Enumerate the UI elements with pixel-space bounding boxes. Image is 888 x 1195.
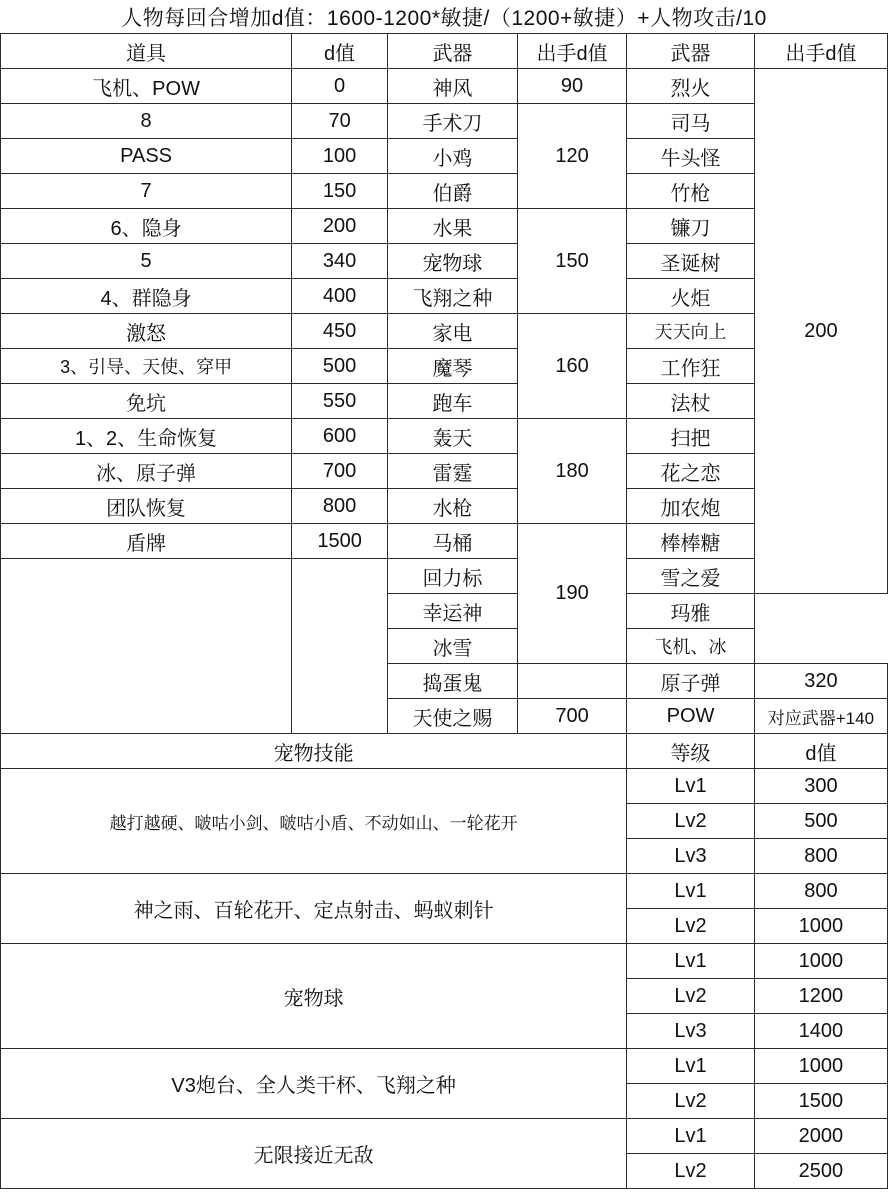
header-dvalue: d值: [292, 34, 388, 69]
weapon-left-shot: 180: [517, 419, 626, 524]
pet-level: Lv1: [627, 1049, 755, 1084]
pet-level: Lv1: [627, 769, 755, 804]
pet-dvalue: 1000: [754, 909, 887, 944]
pet-level: Lv1: [627, 944, 755, 979]
weapon-left-shot-empty: [517, 664, 626, 699]
pet-row: [1, 944, 888, 979]
weapon-left-name: 宠物球: [388, 244, 518, 279]
weapon-right-name: 花之恋: [627, 454, 755, 489]
weapon-right-name: 棒棒糖: [627, 524, 755, 559]
pet-skill-name: 宠物球: [1, 944, 627, 1049]
pet-level: Lv3: [627, 1014, 755, 1049]
pet-level: Lv1: [627, 874, 755, 909]
item-dvalue: 340: [292, 244, 388, 279]
weapon-right-name: 扫把: [627, 419, 755, 454]
weapon-right-name: 玛雅: [627, 594, 755, 629]
weapon-left-name: 家电: [388, 314, 518, 349]
pet-dvalue: 2500: [754, 1154, 887, 1189]
weapon-left-shot: 90: [517, 69, 626, 104]
weapon-left-name: 水枪: [388, 489, 518, 524]
weapon-right-shot: 对应武器+140: [754, 699, 887, 734]
weapon-left-name: 跑车: [388, 384, 518, 419]
weapon-right-name: 司马: [627, 104, 755, 139]
item-name: 5: [1, 244, 292, 279]
pet-header-skill: 宠物技能: [1, 734, 627, 769]
weapon-right-shot: 200: [754, 69, 887, 594]
pet-level: Lv2: [627, 909, 755, 944]
pet-dvalue: 1400: [754, 1014, 887, 1049]
weapon-right-name: 烈火: [627, 69, 755, 104]
weapon-left-name: 小鸡: [388, 139, 518, 174]
weapon-left-name: 马桶: [388, 524, 518, 559]
item-name: 8: [1, 104, 292, 139]
pet-skill-name: 神之雨、百轮花开、定点射击、蚂蚁刺针: [1, 874, 627, 944]
weapon-right-name: 飞机、冰: [627, 629, 755, 664]
weapon-right-name: 圣诞树: [627, 244, 755, 279]
item-dvalue: 1500: [292, 524, 388, 559]
pet-dvalue: 2000: [754, 1119, 887, 1154]
weapon-right-name: 天天向上: [627, 314, 755, 349]
weapon-left-name: 天使之赐: [388, 699, 518, 734]
pet-dvalue: 1500: [754, 1084, 887, 1119]
pet-header-row: [1, 734, 888, 769]
weapon-left-shot: 190: [517, 524, 626, 664]
item-name: 免坑: [1, 384, 292, 419]
weapon-left-name: 幸运神: [388, 594, 518, 629]
item-dvalue: 100: [292, 139, 388, 174]
weapon-right-shot: 320: [754, 664, 887, 699]
item-dvalue: 550: [292, 384, 388, 419]
pet-dvalue: 1000: [754, 944, 887, 979]
weapon-right-name: 工作狂: [627, 349, 755, 384]
item-dvalue: 400: [292, 279, 388, 314]
pet-skill-name: 越打越硬、啵咕小剑、啵咕小盾、不动如山、一轮花开: [1, 769, 627, 874]
empty-cell: [292, 559, 388, 734]
weapon-right-name: 雪之爱: [627, 559, 755, 594]
weapon-right-name: 法杖: [627, 384, 755, 419]
pet-dvalue: 800: [754, 839, 887, 874]
pet-level: Lv1: [627, 1119, 755, 1154]
pet-dvalue: 800: [754, 874, 887, 909]
weapon-left-shot: 160: [517, 314, 626, 419]
empty-cell: [1, 559, 292, 734]
pet-row: [1, 1119, 888, 1154]
item-name: 4、群隐身: [1, 279, 292, 314]
pet-level: Lv3: [627, 839, 755, 874]
weapon-right-name: 原子弹: [627, 664, 755, 699]
item-dvalue: 800: [292, 489, 388, 524]
pet-level: Lv2: [627, 804, 755, 839]
item-name: 激怒: [1, 314, 292, 349]
weapon-left-shot: 120: [517, 104, 626, 209]
weapon-left-name: 捣蛋鬼: [388, 664, 518, 699]
item-name: 飞机、POW: [1, 69, 292, 104]
item-dvalue: 700: [292, 454, 388, 489]
weapon-left-name: 雷霆: [388, 454, 518, 489]
weapon-left-name: 回力标: [388, 559, 518, 594]
item-name: 1、2、生命恢复: [1, 419, 292, 454]
pet-skill-name: 无限接近无敌: [1, 1119, 627, 1189]
header-item: 道具: [1, 34, 292, 69]
weapon-left-shot: 150: [517, 209, 626, 314]
weapon-left-name: 冰雪: [388, 629, 518, 664]
weapon-right-name: 竹枪: [627, 174, 755, 209]
table-row: [1, 69, 888, 104]
weapon-left-name: 魔琴: [388, 349, 518, 384]
pet-row: [1, 769, 888, 804]
weapon-right-name: 牛头怪: [627, 139, 755, 174]
item-dvalue: 0: [292, 69, 388, 104]
weapon-left-shot: 700: [517, 699, 626, 734]
pet-header-level: 等级: [627, 734, 755, 769]
pet-level: Lv2: [627, 1154, 755, 1189]
item-name: PASS: [1, 139, 292, 174]
item-dvalue: 600: [292, 419, 388, 454]
weapon-left-name: 轰天: [388, 419, 518, 454]
item-name: 冰、原子弹: [1, 454, 292, 489]
pet-dvalue: 1000: [754, 1049, 887, 1084]
pet-row: [1, 1049, 888, 1084]
item-dvalue: 200: [292, 209, 388, 244]
item-dvalue: 150: [292, 174, 388, 209]
item-name: 盾牌: [1, 524, 292, 559]
item-dvalue: 70: [292, 104, 388, 139]
weapon-right-name: 镰刀: [627, 209, 755, 244]
item-name: 团队恢复: [1, 489, 292, 524]
pet-header-dvalue: d值: [754, 734, 887, 769]
header-weapon-1: 武器: [388, 34, 518, 69]
pet-level: Lv2: [627, 979, 755, 1014]
table-header-row: [1, 34, 888, 69]
item-name: 7: [1, 174, 292, 209]
item-name: 3、引导、天使、穿甲: [1, 349, 292, 384]
weapon-left-name: 手术刀: [388, 104, 518, 139]
item-dvalue: 450: [292, 314, 388, 349]
pet-dvalue: 1200: [754, 979, 887, 1014]
pet-level: Lv2: [627, 1084, 755, 1119]
header-weapon-2: 武器: [627, 34, 755, 69]
pet-row: [1, 874, 888, 909]
page-title: 人物每回合增加d值：1600-1200*敏捷/（1200+敏捷）+人物攻击/10: [121, 6, 767, 30]
pet-dvalue: 300: [754, 769, 887, 804]
pet-skill-name: V3炮台、全人类干杯、飞翔之种: [1, 1049, 627, 1119]
weapon-left-name: 水果: [388, 209, 518, 244]
weapon-left-name: 伯爵: [388, 174, 518, 209]
weapon-left-name: 神风: [388, 69, 518, 104]
weapon-right-name: 火炬: [627, 279, 755, 314]
item-dvalue: 500: [292, 349, 388, 384]
header-shot-2: 出手d值: [754, 34, 887, 69]
weapon-right-name: 加农炮: [627, 489, 755, 524]
weapon-right-name: POW: [627, 699, 755, 734]
main-table: [0, 33, 888, 1189]
item-name: 6、隐身: [1, 209, 292, 244]
pet-dvalue: 500: [754, 804, 887, 839]
weapon-left-name: 飞翔之种: [388, 279, 518, 314]
header-shot-1: 出手d值: [517, 34, 626, 69]
